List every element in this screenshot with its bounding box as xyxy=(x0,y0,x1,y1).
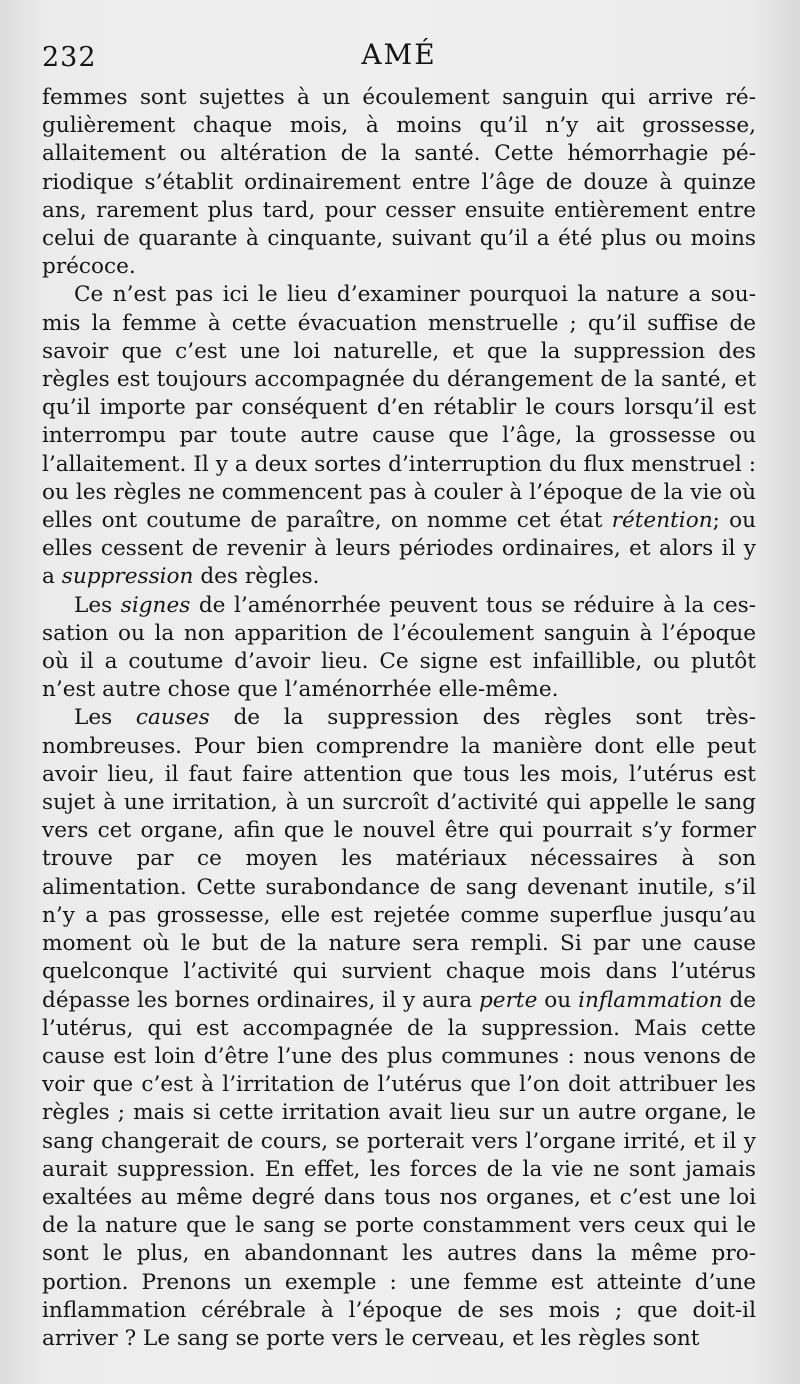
italic-term: inflammation xyxy=(578,987,723,1013)
text-run: de l’aménorrhée peuvent tous se réduire à la cessation ou la non apparition de l’écoulement sanguin à l’époque où il a coutume d’avoir lieu. Ce signe est infaillible, ou plutôt n’est autre chose que l’aménorrhée elle-même. xyxy=(42,592,756,703)
page-number: 232 xyxy=(42,42,97,73)
text-run: Les xyxy=(74,592,121,618)
italic-term: rétention xyxy=(611,508,713,534)
text-run: Ce n’est pas ici le lieu d’examiner pourquoi la nature a soumis la femme à cette évacuation menstruelle ; qu’il suffise de savoir que c’est une loi naturelle, et que la suppression des règles est toujours accompagnée du dérangement de la santé, et qu’il importe par conséquent d’en rétablir le cours lorsqu’il est interrompu par toute autre cause que l’âge, la grossesse ou l’allaitement. Il y a deux sortes d’interruption du flux menstruel : ou les règles ne commencent pas à couler à l’époque de la vie où elles ont coutume de paraître, on nomme cet état xyxy=(42,282,756,534)
text-run: Les xyxy=(74,705,136,731)
text-run: de la suppression des règles sont très-nombreuses. Pour bien comprendre la manière dont elle peut avoir lieu, il faut faire attention que tous les mois, l’utérus est sujet à une irritation, à un surcroît d’activité qui appelle le sang vers cet organe, afin que le nouvel être qui pourrait s’y former trouve par ce moyen les matériaux nécessaires à son alimentation. Cette surabondance de sang devenant inutile, s’il n’y a pas grossesse, elle est rejetée comme superflue jusqu’au moment où le but de la nature sera rempli. Si par une cause quelconque l’activité qui survient chaque mois dans l’utérus dépasse les bornes ordinaires, il y aura xyxy=(42,705,756,1013)
page-header xyxy=(42,30,756,82)
running-head: AMÉ xyxy=(361,38,437,71)
paragraph xyxy=(42,281,756,591)
paragraph xyxy=(42,84,756,281)
italic-term: perte xyxy=(478,987,538,1013)
text-run: femmes sont sujettes à un écoulement sanguin qui arrive régulièrement chaque mois, à moins qu’il n’y ait grossesse, allaitement ou altération de la santé. Cette hémorrhagie périodique s’établit ordinairement entre l’âge de douze à quinze ans, rarement plus tard, pour cesser ensuite entièrement entre celui de quarante à cinquante, suivant qu’il a été plus ou moins précoce. xyxy=(42,85,756,280)
italic-term: causes xyxy=(135,705,210,731)
body-text xyxy=(42,84,756,1353)
italic-term: signes xyxy=(120,592,191,618)
paragraph xyxy=(42,592,756,705)
text-run: ; ou elles cessent de revenir à leurs périodes ordinaires, et alors il y a xyxy=(42,508,756,590)
text-run: de l’utérus, qui est accompagnée de la suppression. Mais cette cause est loin d’être l’une des plus communes : nous venons de voir que c’est à l’irritation de l’utérus que l’on doit attribuer les règles ; mais si cette irritation avait lieu sur un autre organe, le sang changerait de cours, se porterait vers l’organe irrité, et il y aurait suppression. En effet, les forces de la vie ne sont jamais exaltées au même degré dans tous nos organes, et c’est une loi de la nature que le sang se porte constamment vers ceux qui le sont le plus, en abandonnant les autres dans la même proportion. Prenons un exemple : une femme est atteinte d’une inflammation cérébrale à l’époque de ses mois ; que doit-il arriver ? Le sang se porte vers le cerveau, et les règles sont xyxy=(42,987,756,1351)
paragraph xyxy=(42,704,756,1353)
text-run: ou xyxy=(537,987,579,1013)
text-run: des règles. xyxy=(193,564,320,590)
italic-term: suppression xyxy=(61,564,194,590)
